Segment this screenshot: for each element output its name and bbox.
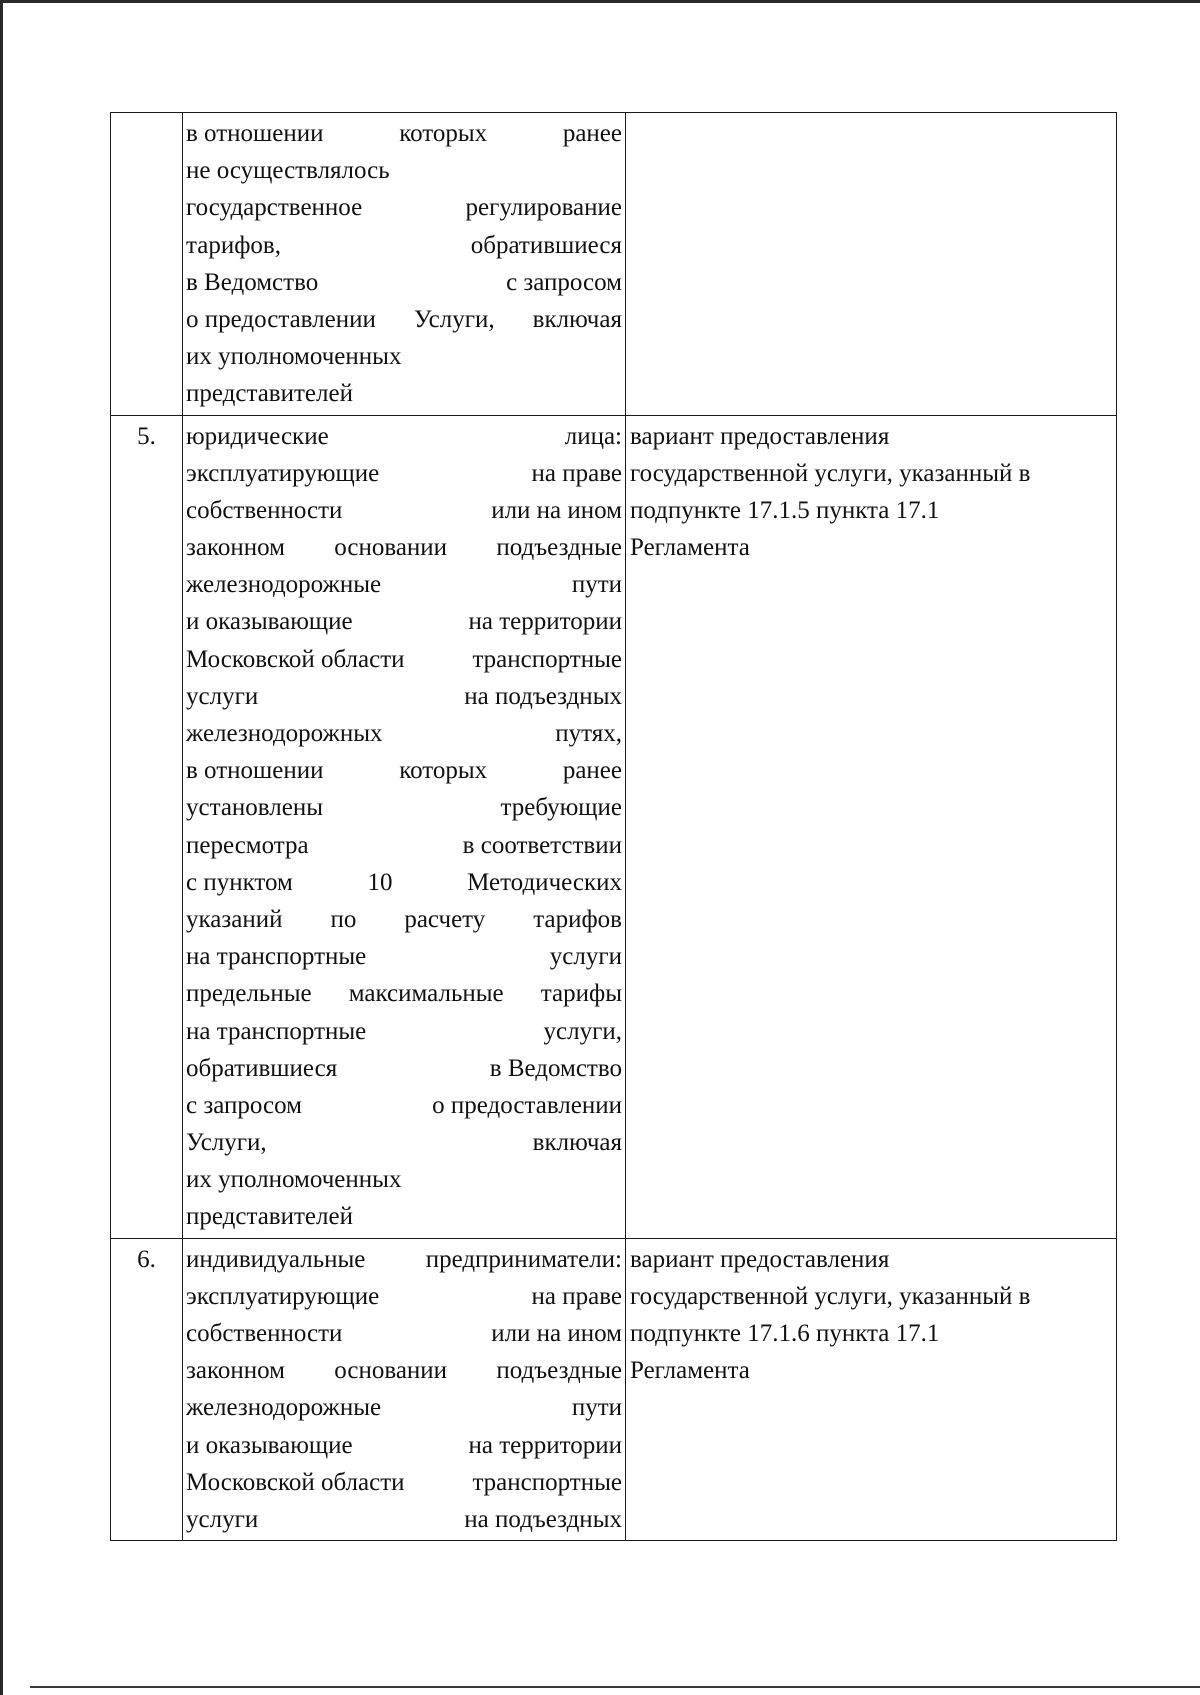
text-line: их уполномоченных: [186, 1166, 402, 1194]
text-fragment: на территории: [468, 608, 622, 636]
text-fragment: указаний: [186, 905, 283, 933]
text-fragment: тарифы: [540, 980, 622, 1008]
text-fragment: по: [330, 905, 357, 933]
text-fragment: подъездные: [496, 534, 622, 562]
text-line: [186, 227, 622, 264]
text-fragment: установлены: [186, 794, 324, 822]
text-line: [186, 1389, 622, 1426]
text-fragment: в соответствии: [462, 831, 622, 859]
text-fragment: законном: [186, 1357, 285, 1385]
text-fragment: включая: [532, 1129, 622, 1157]
text-fragment: Московской области: [186, 645, 405, 673]
table-row: [111, 113, 1117, 416]
text-fragment: транспортные: [472, 645, 622, 673]
text-line: [186, 864, 622, 901]
text-line: [186, 827, 622, 864]
text-fragment: Услуги,: [413, 305, 495, 333]
text-fragment: на территории: [468, 1431, 622, 1459]
text-fragment: эксплуатирующие: [186, 1282, 380, 1310]
text-fragment: расчету: [404, 905, 486, 933]
text-fragment: собственности: [186, 1320, 343, 1347]
text-line: [186, 1050, 622, 1087]
text-fragment: пути: [571, 571, 622, 599]
text-line: подпункте 17.1.5 пункта 17.1: [630, 496, 940, 524]
text-line: [186, 492, 622, 529]
text-fragment: требующие: [500, 794, 622, 822]
text-fragment: железнодорожные: [186, 1394, 382, 1422]
text-fragment: в Ведомство: [489, 1054, 622, 1082]
row-number-cell: 5.: [111, 415, 183, 1238]
text-fragment: услуги: [186, 1505, 259, 1533]
text-fragment: услуги: [549, 943, 622, 971]
text-fragment: которых: [399, 120, 488, 147]
text-line: вариант предоставления: [630, 422, 890, 450]
text-fragment: ранее: [562, 120, 622, 147]
text-line: [186, 1352, 622, 1389]
text-line: [186, 603, 622, 640]
service-variant-cell: [626, 1238, 1117, 1541]
text-line: [186, 189, 622, 226]
text-line: [186, 938, 622, 975]
text-fragment: транспортные: [472, 1468, 622, 1496]
text-line: [186, 1278, 622, 1315]
text-line: [186, 115, 622, 152]
applicant-category-cell: [183, 1238, 626, 1541]
text-line: [186, 1464, 622, 1501]
table-row: [111, 1238, 1117, 1541]
text-line: их уполномоченных: [186, 343, 402, 371]
text-line: [186, 715, 622, 752]
text-line: государственной услуги, указанный в: [630, 1282, 1031, 1310]
text-fragment: на подъездных: [464, 1505, 622, 1533]
text-fragment: регулирование: [465, 194, 622, 222]
text-fragment: которых: [399, 757, 488, 785]
document-table: [110, 112, 1117, 1541]
text-fragment: предельные: [186, 980, 312, 1008]
scan-bottom-edge: [30, 1686, 1200, 1688]
text-fragment: на транспортные: [186, 943, 367, 971]
text-line: [186, 789, 622, 826]
text-line: [186, 641, 622, 678]
text-fragment: о предоставлении: [432, 1091, 622, 1119]
text-line: не осуществлялось: [186, 157, 390, 185]
text-fragment: обратившиеся: [470, 231, 622, 259]
text-line: [186, 1427, 622, 1464]
text-fragment: тарифов: [533, 905, 622, 933]
text-line: представителей: [186, 1203, 353, 1231]
service-variant-cell: [626, 415, 1117, 1238]
text-line: [186, 975, 622, 1012]
text-fragment: законном: [186, 534, 285, 562]
text-fragment: максимальные: [348, 980, 504, 1008]
text-fragment: основании: [334, 534, 448, 562]
service-variant-cell: [626, 113, 1117, 416]
text-line: [186, 1501, 622, 1538]
text-fragment: или на ином: [491, 496, 622, 524]
text-fragment: о предоставлении: [186, 305, 376, 333]
text-fragment: услуги: [186, 682, 259, 710]
text-line: [186, 1013, 622, 1050]
text-fragment: или на ином: [491, 1320, 622, 1347]
text-fragment: Услуги,: [186, 1129, 267, 1157]
text-line: [186, 1124, 622, 1161]
text-fragment: железнодорожные: [186, 571, 382, 599]
text-line: [186, 418, 622, 455]
text-fragment: обратившиеся: [186, 1054, 338, 1082]
scan-left-edge: [0, 0, 3, 1695]
text-fragment: основании: [334, 1357, 448, 1385]
text-line: Регламента: [630, 1357, 750, 1385]
text-fragment: на праве: [531, 459, 622, 487]
text-line: [186, 264, 622, 301]
text-fragment: Московской области: [186, 1468, 405, 1496]
text-fragment: собственности: [186, 496, 343, 524]
text-fragment: с запросом: [506, 268, 622, 296]
text-line: [186, 752, 622, 789]
text-fragment: и оказывающие: [186, 608, 353, 636]
text-line: [186, 1241, 622, 1278]
text-fragment: железнодорожных: [186, 720, 383, 747]
text-fragment: на транспортные: [186, 1017, 367, 1045]
text-fragment: 10: [367, 868, 393, 896]
text-fragment: ранее: [562, 757, 622, 785]
text-line: [186, 901, 622, 938]
text-fragment: тарифов,: [186, 231, 281, 259]
text-fragment: включая: [532, 305, 622, 333]
text-line: Регламента: [630, 534, 750, 562]
table-body: [111, 113, 1117, 1541]
text-line: государственной услуги, указанный в: [630, 459, 1031, 487]
text-fragment: пути: [571, 1394, 622, 1422]
text-line: представителей: [186, 380, 353, 408]
row-number-cell: [111, 113, 183, 416]
text-fragment: юридические: [186, 422, 329, 450]
text-fragment: и оказывающие: [186, 1431, 353, 1459]
text-fragment: на подъездных: [464, 682, 622, 710]
text-fragment: с пунктом: [186, 868, 293, 896]
applicant-category-cell: [183, 415, 626, 1238]
text-fragment: в Ведомство: [186, 268, 319, 296]
text-line: [186, 455, 622, 492]
text-fragment: на праве: [531, 1282, 622, 1310]
text-fragment: индивидуальные: [186, 1245, 366, 1273]
row-number-cell: 6.: [111, 1238, 183, 1541]
text-fragment: лица:: [564, 422, 622, 450]
text-line: [186, 566, 622, 603]
text-line: [186, 678, 622, 715]
text-fragment: путях,: [555, 720, 622, 747]
text-fragment: предприниматели:: [425, 1245, 622, 1273]
text-line: вариант предоставления: [630, 1245, 890, 1273]
text-fragment: подъездные: [496, 1357, 622, 1385]
text-fragment: государственное: [186, 194, 363, 222]
text-line: [186, 1315, 622, 1352]
text-line: подпункте 17.1.6 пункта 17.1: [630, 1320, 940, 1347]
table-row: [111, 415, 1117, 1238]
text-line: [186, 1087, 622, 1124]
text-fragment: услуги,: [543, 1017, 622, 1045]
text-line: [186, 301, 622, 338]
applicant-category-cell: [183, 113, 626, 416]
text-fragment: в отношении: [186, 757, 324, 785]
text-fragment: с запросом: [186, 1091, 302, 1119]
text-line: [186, 529, 622, 566]
scan-top-edge: [0, 0, 1200, 3]
text-fragment: в отношении: [186, 120, 324, 147]
text-fragment: Методических: [467, 868, 622, 896]
text-fragment: пересмотра: [186, 831, 309, 859]
text-fragment: эксплуатирующие: [186, 459, 380, 487]
